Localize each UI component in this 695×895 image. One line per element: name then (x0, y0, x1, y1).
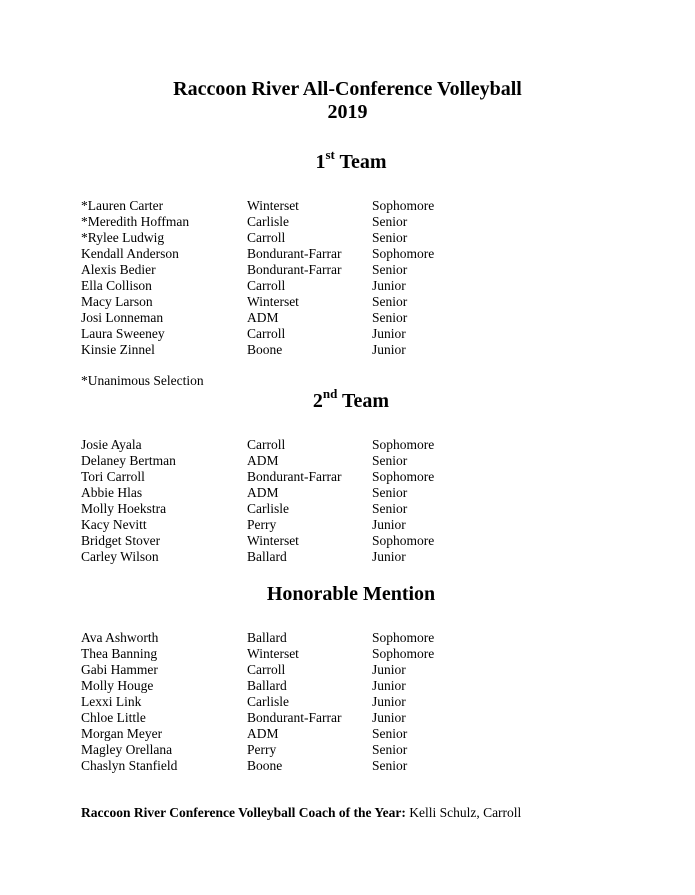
player-name: Lexxi Link (81, 694, 142, 709)
document-title: Raccoon River All-Conference Volleyball (173, 78, 522, 100)
player-name: Ella Collison (81, 278, 152, 293)
player-name: Alexis Bedier (81, 262, 156, 277)
unanimous-note: *Unanimous Selection (81, 373, 204, 388)
player-name: Kacy Nevitt (81, 517, 147, 532)
player-school: Winterset (247, 533, 299, 548)
player-class: Senior (372, 501, 408, 516)
coach-of-year (81, 805, 521, 821)
player-name: Thea Banning (81, 646, 158, 661)
player-class: Senior (372, 726, 408, 741)
player-school: ADM (247, 485, 279, 500)
player-school: Carroll (247, 278, 286, 293)
player-class: Senior (372, 294, 408, 309)
player-school: Perry (247, 517, 277, 532)
player-class: Senior (372, 758, 408, 773)
player-class: Junior (372, 678, 406, 693)
player-school: Ballard (247, 549, 287, 564)
player-school: Boone (247, 342, 283, 357)
player-class: Senior (372, 453, 408, 468)
player-name: Gabi Hammer (81, 662, 158, 677)
player-name: Josie Ayala (81, 437, 142, 452)
document-year: 2019 (327, 101, 368, 123)
player-school: Bondurant-Farrar (247, 246, 342, 261)
player-class: Senior (372, 214, 408, 229)
player-class: Junior (372, 662, 406, 677)
player-class: Senior (372, 310, 408, 325)
player-class: Sophomore (372, 469, 435, 484)
player-name: Macy Larson (81, 294, 153, 309)
first-team-heading: 1st Team (315, 147, 387, 173)
player-name: Magley Orellana (81, 742, 173, 757)
player-school: Winterset (247, 294, 299, 309)
player-name: Delaney Bertman (81, 453, 176, 468)
player-school: Perry (247, 742, 277, 757)
player-name: *Lauren Carter (81, 198, 164, 213)
player-name: Morgan Meyer (81, 726, 163, 741)
player-school: Carlisle (247, 214, 289, 229)
player-school: ADM (247, 310, 279, 325)
player-name: Chaslyn Stanfield (81, 758, 178, 773)
player-class: Junior (372, 549, 406, 564)
player-school: Carroll (247, 326, 286, 341)
player-class: Senior (372, 262, 408, 277)
player-name: Bridget Stover (81, 533, 161, 548)
player-class: Junior (372, 278, 406, 293)
player-name: Chloe Little (81, 710, 146, 725)
player-school: Ballard (247, 630, 287, 645)
player-class: Senior (372, 230, 408, 245)
player-school: Carroll (247, 230, 286, 245)
player-school: Bondurant-Farrar (247, 710, 342, 725)
player-name: Carley Wilson (81, 549, 159, 564)
player-class: Junior (372, 342, 406, 357)
player-class: Sophomore (372, 437, 435, 452)
player-name: Josi Lonneman (81, 310, 164, 325)
player-name: Tori Carroll (81, 469, 145, 484)
player-class: Sophomore (372, 198, 435, 213)
player-school: ADM (247, 726, 279, 741)
player-class: Sophomore (372, 533, 435, 548)
player-name: Ava Ashworth (81, 630, 159, 645)
coach-of-year-label: Raccoon River Conference Volleyball Coach of the Year: (81, 805, 406, 820)
player-school: Winterset (247, 198, 299, 213)
player-class: Senior (372, 485, 408, 500)
player-school: ADM (247, 453, 279, 468)
player-school: Bondurant-Farrar (247, 262, 342, 277)
player-school: Carlisle (247, 501, 289, 516)
player-name: *Meredith Hoffman (81, 214, 190, 229)
player-class: Sophomore (372, 646, 435, 661)
second-team-heading: 2nd Team (312, 386, 390, 412)
player-name: Laura Sweeney (81, 326, 165, 341)
player-class: Senior (372, 742, 408, 757)
player-class: Sophomore (372, 246, 435, 261)
player-class: Junior (372, 517, 406, 532)
player-name: Kendall Anderson (81, 246, 179, 261)
player-school: Carroll (247, 662, 286, 677)
document-title-block (0, 78, 695, 124)
player-school: Boone (247, 758, 283, 773)
player-class: Junior (372, 326, 406, 341)
player-name: Molly Houge (81, 678, 154, 693)
player-school: Bondurant-Farrar (247, 469, 342, 484)
player-school: Winterset (247, 646, 299, 661)
player-name: Kinsie Zinnel (81, 342, 155, 357)
player-class: Junior (372, 710, 406, 725)
player-name: *Rylee Ludwig (81, 230, 165, 245)
player-school: Ballard (247, 678, 287, 693)
player-name: Molly Hoekstra (81, 501, 167, 516)
coach-of-year-value: Kelli Schulz, Carroll (409, 805, 522, 820)
player-name: Abbie Hlas (81, 485, 143, 500)
player-school: Carroll (247, 437, 286, 452)
player-class: Junior (372, 694, 406, 709)
player-class: Sophomore (372, 630, 435, 645)
player-school: Carlisle (247, 694, 289, 709)
honorable-mention-heading: Honorable Mention (266, 583, 436, 605)
